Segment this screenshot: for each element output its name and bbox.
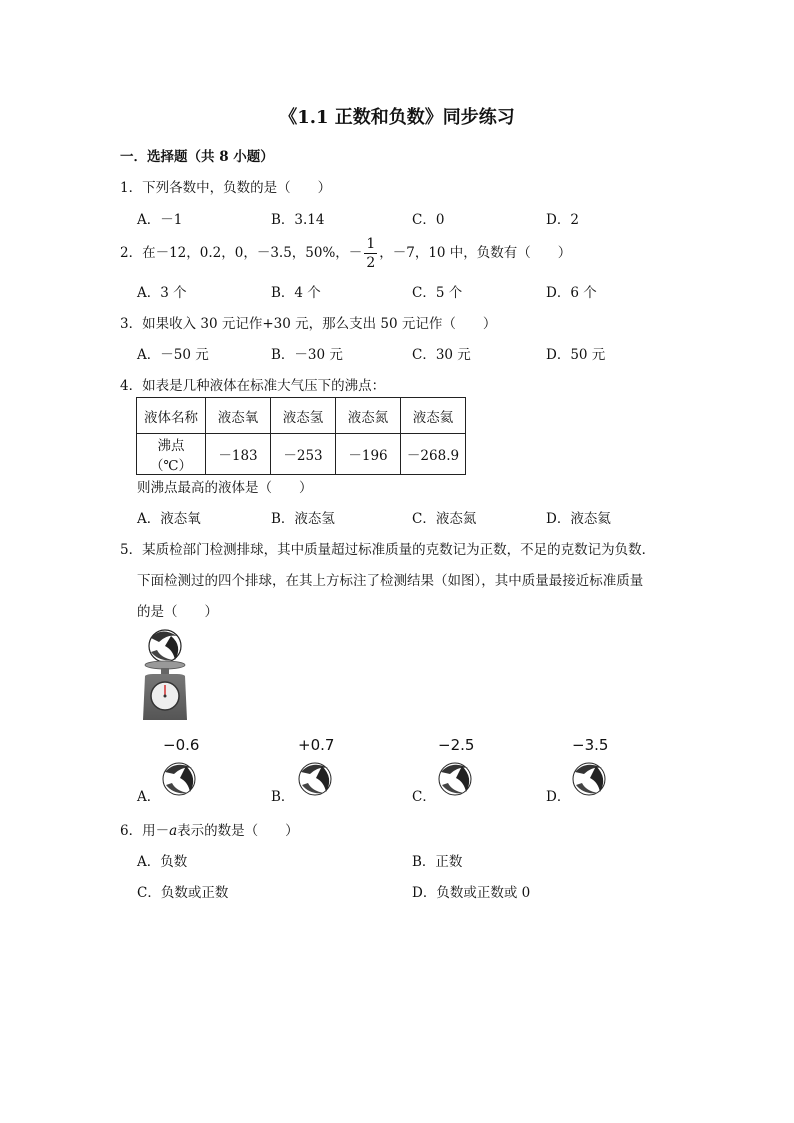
- q5-option-b[interactable]: B．: [271, 789, 295, 805]
- q4-option-d[interactable]: D．液态氦: [546, 511, 611, 527]
- kitchen-scale-with-ball-icon: [137, 628, 193, 724]
- volleyball-icon: [570, 760, 608, 798]
- q4-option-a[interactable]: A．液态氧: [137, 511, 201, 527]
- question-6-stem: [120, 819, 299, 839]
- q4-option-c[interactable]: C．液态氮: [412, 511, 477, 527]
- volleyball-icon: [296, 760, 334, 798]
- q1-option-a[interactable]: A．－1: [137, 212, 183, 228]
- table-cell: 液态氢: [271, 398, 336, 434]
- question-4-stem: 4．如表是几种液体在标准大气压下的沸点：: [120, 378, 386, 394]
- q2-option-d[interactable]: D．6 个: [546, 285, 597, 301]
- q1-option-c[interactable]: C．0: [412, 212, 445, 228]
- question-5-line-1: 5．某质检部门检测排球，其中质量超过标准质量的克数记为正数，不足的克数记为负数．: [120, 542, 656, 558]
- q4-option-b[interactable]: B．液态氢: [271, 511, 335, 527]
- q3-option-d[interactable]: D．50 元: [546, 347, 606, 363]
- question-4-sub: 则沸点最高的液体是（ ）: [137, 480, 313, 496]
- q2-option-a[interactable]: A．3 个: [137, 285, 187, 301]
- q2-stem-pre: 2．在－12，0.2，0，－3.5，50%，－: [120, 245, 363, 261]
- q1-option-d[interactable]: D．2: [546, 212, 579, 228]
- volleyball-icon: [436, 760, 474, 798]
- boiling-point-table: [136, 397, 466, 475]
- table-cell: －183: [206, 434, 271, 475]
- q5-option-d[interactable]: D．: [546, 789, 571, 805]
- q6-option-c[interactable]: C．负数或正数: [137, 885, 229, 901]
- q6-option-d[interactable]: D．负数或正数或 0: [412, 885, 531, 901]
- section-heading: 一．选择题（共 8 小题）: [120, 149, 274, 165]
- q5-value-a: −0.6: [163, 736, 200, 754]
- q6-variable: a: [169, 823, 178, 839]
- question-5-line-2: 下面检测过的四个排球，在其上方标注了检测结果（如图），其中质量最接近标准质量: [137, 573, 644, 589]
- volleyball-icon: [160, 760, 198, 798]
- table-cell: 沸点（℃）: [137, 434, 206, 475]
- q5-option-a[interactable]: A．: [137, 789, 161, 805]
- fraction-numerator: 1: [366, 236, 376, 252]
- q2-option-b[interactable]: B．4 个: [271, 285, 321, 301]
- q5-value-b: +0.7: [298, 736, 335, 754]
- q6-stem-pre: 6．用－: [120, 823, 170, 839]
- q6-option-a[interactable]: A．负数: [137, 854, 188, 870]
- fraction-one-half: [364, 237, 377, 270]
- table-cell: －196: [336, 434, 401, 475]
- table-cell: －253: [271, 434, 336, 475]
- table-row: [137, 434, 466, 475]
- q2-option-c[interactable]: C．5 个: [412, 285, 463, 301]
- q5-value-d: −3.5: [572, 736, 609, 754]
- q3-option-a[interactable]: A．－50 元: [137, 347, 209, 363]
- table-cell: －268.9: [401, 434, 466, 475]
- q3-option-c[interactable]: C．30 元: [412, 347, 471, 363]
- q6-option-b[interactable]: B．正数: [412, 854, 463, 870]
- q5-value-c: −2.5: [438, 736, 475, 754]
- table-row: [137, 398, 466, 434]
- q5-option-c[interactable]: C．: [412, 789, 436, 805]
- question-3-stem: 3．如果收入 30 元记作+30 元，那么支出 50 元记作（ ）: [120, 316, 497, 332]
- page-title: 《1.1 正数和负数》同步练习: [279, 107, 515, 128]
- table-cell: 液态氧: [206, 398, 271, 434]
- table-cell: 液体名称: [137, 398, 206, 434]
- table-cell: 液态氦: [401, 398, 466, 434]
- question-1-stem: 1．下列各数中，负数的是（ ）: [120, 180, 332, 196]
- table-cell: 液态氮: [336, 398, 401, 434]
- q3-option-b[interactable]: B．－30 元: [271, 347, 343, 363]
- fraction-denominator: 2: [366, 255, 376, 271]
- question-2-stem: [120, 237, 571, 270]
- question-5-line-3: 的是（ ）: [137, 604, 218, 620]
- q2-stem-post: ，－7，10 中，负数有（ ）: [379, 245, 572, 261]
- q6-stem-post: 表示的数是（ ）: [177, 823, 299, 839]
- q1-option-b[interactable]: B．3.14: [271, 212, 325, 228]
